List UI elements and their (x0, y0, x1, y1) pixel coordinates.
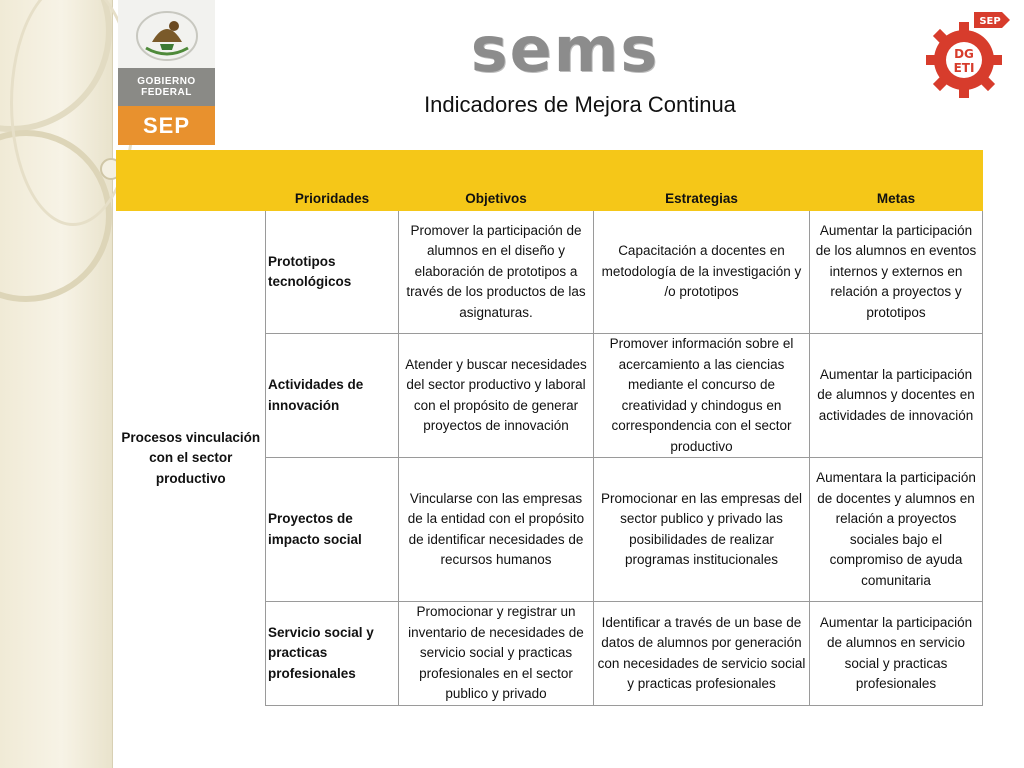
header-metas: Metas (810, 151, 983, 211)
decorative-side-band (0, 0, 113, 768)
gobierno-text: GOBIERNO (137, 76, 196, 87)
gobierno-federal-label (118, 68, 215, 106)
process-cell: Procesos vinculación con el sector productivo (117, 211, 266, 706)
objetivo-cell: Promover la participación de alumnos en el diseño y elaboración de prototipos a través de los productos de las asignaturas. (399, 211, 594, 334)
table-row (117, 211, 983, 334)
page-title: Indicadores de Mejora Continua (424, 92, 736, 117)
meta-cell: Aumentar la participación de alumnos y docentes en actividades de innovación (810, 334, 983, 458)
header-prioridades: Prioridades (266, 151, 399, 211)
header-blank-cell (117, 151, 266, 211)
indicators-table (116, 150, 983, 706)
dgeti-flag-text: SEP (979, 16, 1001, 27)
objetivo-cell: Atender y buscar necesidades del sector productivo y laboral con el propósito de generar proyectos de innovación (399, 334, 594, 458)
meta-cell: Aumentar la participación de alumnos en servicio social y practicas profesionales (810, 602, 983, 706)
sems-logo: sems (470, 13, 660, 86)
prioridad-cell: Proyectos de impacto social (266, 458, 399, 602)
header-estrategias: Estrategias (594, 151, 810, 211)
meta-cell: Aumentara la participación de docentes y alumnos en relación a proyectos sociales bajo el compromiso de ayuda comunitaria (810, 458, 983, 602)
estrategia-cell: Identificar a través de un base de datos de alumnos por generación con necesidades de servicio social y practicas profesionales (594, 602, 810, 706)
objetivo-cell: Vincularse con las empresas de la entidad con el propósito de identificar necesidades de recursos humanos (399, 458, 594, 602)
dgeti-gear-logo (922, 6, 1012, 102)
gobierno-federal-sep-logo (118, 0, 215, 145)
federal-text: FEDERAL (141, 87, 192, 98)
svg-text:DG: DG (954, 47, 974, 61)
objetivo-cell: Promocionar y registrar un inventario de necesidades de servicio social y practicas profesionales en el sector publico y privado (399, 602, 594, 706)
mexican-eagle-seal-icon (118, 0, 215, 68)
prioridad-cell: Servicio social y practicas profesionales (266, 602, 399, 706)
estrategia-cell: Capacitación a docentes en metodología de la investigación y /o prototipos (594, 211, 810, 334)
prioridad-cell: Prototipos tecnológicos (266, 211, 399, 334)
table-header-row (117, 151, 983, 211)
svg-text:ETI: ETI (953, 61, 975, 75)
header-objetivos: Objetivos (399, 151, 594, 211)
sep-label: SEP (118, 106, 215, 145)
prioridad-cell: Actividades de innovación (266, 334, 399, 458)
estrategia-cell: Promocionar en las empresas del sector publico y privado las posibilidades de realizar programas institucionales (594, 458, 810, 602)
estrategia-cell: Promover información sobre el acercamiento a las ciencias mediante el concurso de creatividad y chindogus en correspondencia con el sector productivo (594, 334, 810, 458)
meta-cell: Aumentar la participación de los alumnos en eventos internos y externos en relación a proyectos y prototipos (810, 211, 983, 334)
